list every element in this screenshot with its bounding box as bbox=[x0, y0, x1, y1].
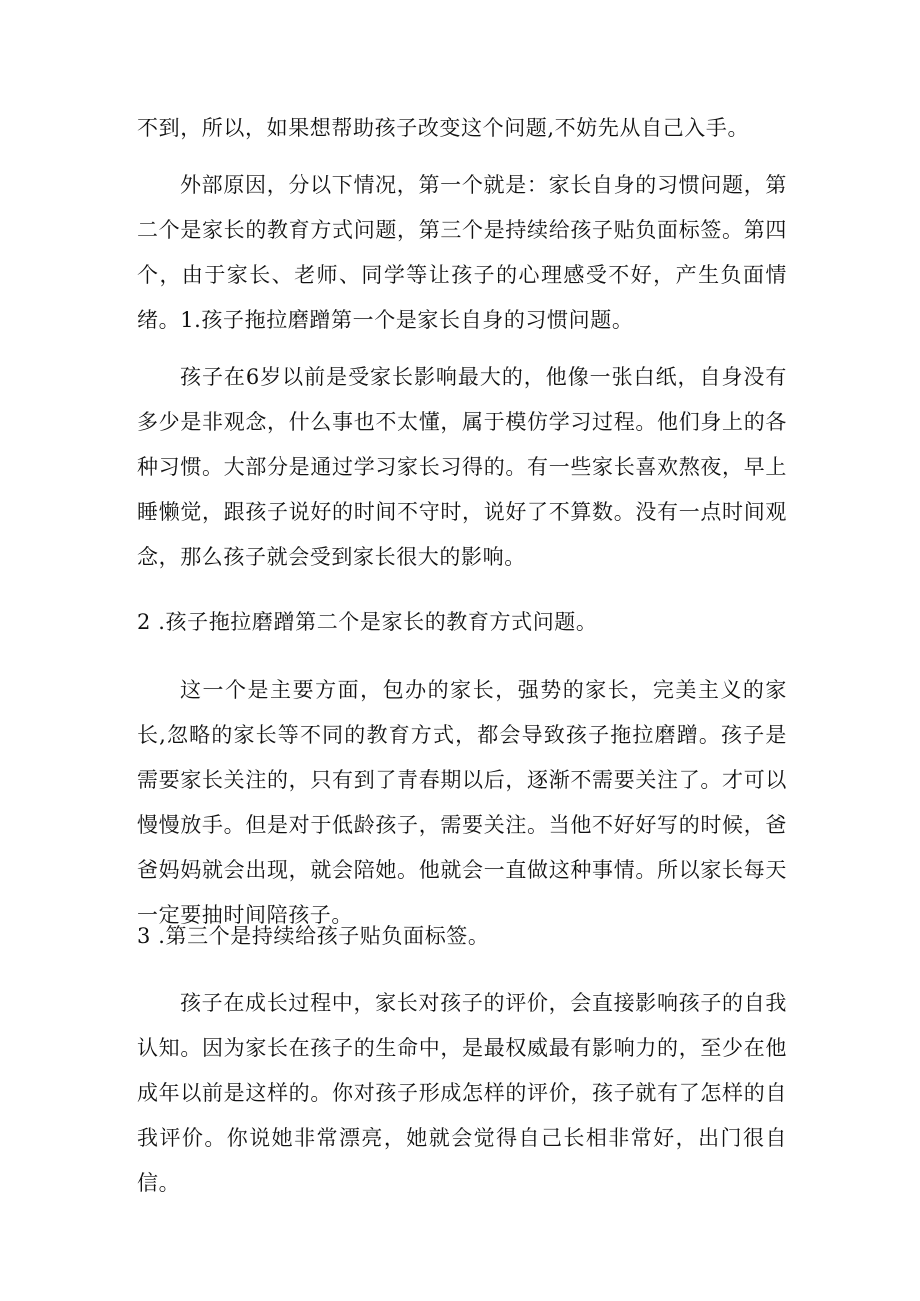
paragraph-continuation: 不到，所以，如果想帮助孩子改变这个问题,不妨先从自己入手。 bbox=[137, 116, 750, 140]
paragraph-negative-labels: 孩子在成长过程中，家长对孩子的评价，会直接影响孩子的自我认知。因为家长在孩子的生命中，是最权威最有影响力的，至少在他成年以前是这样的。你对孩子形成怎样的评价，孩子就有了怎样的自我评价。你说她非常漂亮，她就会觉得自己长相非常好，出门很自信。 bbox=[137, 991, 787, 1195]
section-heading-3: 3 .第三个是持续给孩子贴负面标签。 bbox=[137, 924, 490, 948]
paragraph-education-style: 这一个是主要方面，包办的家长，强势的家长，完美主义的家长,忽略的家长等不同的教育方式，都会导致孩子拖拉磨蹭。孩子是需要家长关注的，只有到了青春期以后，逐渐不需要关注了。才可以慢慢放手。但是对于低龄孩子，需要关注。当他不好好写的时候，爸爸妈妈就会出现，就会陪她。他就会一直做这种事情。所以家长每天一定要抽时间陪孩子。 bbox=[137, 678, 787, 927]
section-heading-2: 2 .孩子拖拉磨蹭第二个是家长的教育方式问题。 bbox=[137, 610, 598, 634]
paragraph-parent-influence: 孩子在6岁以前是受家长影响最大的，他像一张白纸，自身没有多少是非观念，什么事也不太懂，属于模仿学习过程。他们身上的各种习惯。大部分是通过学习家长习得的。有一些家长喜欢熬夜，早上睡懒觉，跟孩子说好的时间不守时，说好了不算数。没有一点时间观念，那么孩子就会受到家长很大的影响。 bbox=[137, 365, 787, 569]
paragraph-external-causes: 外部原因，分以下情况，第一个就是：家长自身的习惯问题，第二个是家长的教育方式问题，第三个是持续给孩子贴负面标签。第四个，由于家长、老师、同学等让孩子的心理感受不好，产生负面情绪。1.孩子拖拉磨蹭第一个是家长自身的习惯问题。 bbox=[137, 173, 787, 332]
